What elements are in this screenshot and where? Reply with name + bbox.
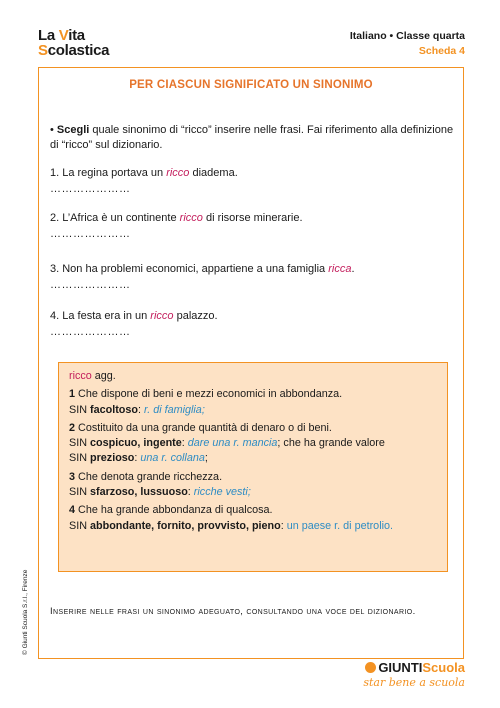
dictionary-sense: 2 Costituito da una grande quantità di denaro o di beni. SIN cospicuo, ingente: dare una r. mancia; che ha grande valore SIN prezioso: una r. collana;: [69, 421, 385, 465]
answer-blank[interactable]: …………………: [50, 279, 131, 291]
dictionary-sense: 3 Che denota grande ricchezza. SIN sfarzoso, lussuoso: ricche vesti;: [69, 470, 251, 499]
sheet-label: Scheda 4: [418, 45, 465, 57]
dictionary-entry: ricco agg. 1 Che dispone di beni e mezzi economici in abbondanza. SIN facoltoso: r. di famiglia; 2 Costituito da una grande quantità di denaro o di beni. SIN cospicuo, ingente: dare una r. mancia; che ha grande valore SIN prezioso: una r. collana; 3 Che denota grande ricchezza. SIN sfarzoso, lussuoso: ricche vesti; 4 Che ha grande abbondanza di qualcosa. SIN abbondante, fornito, provvisto, pieno: un paese r. di petrolio.: [58, 362, 448, 572]
answer-blank[interactable]: …………………: [50, 326, 131, 338]
copyright-note: © Giunti Scuola S.r.l., Firenze: [22, 569, 29, 655]
exercise-item: 2. L’Africa è un continente ricco di risorse minerarie. …………………: [50, 210, 455, 242]
headword: ricco: [69, 370, 92, 382]
exercise-item: 3. Non ha problemi economici, appartiene a una famiglia ricca. …………………: [50, 261, 455, 293]
exercise-item: 4. La festa era in un ricco palazzo. …………………: [50, 308, 455, 340]
answer-blank[interactable]: …………………: [50, 228, 131, 240]
header-info: [350, 29, 465, 59]
publisher-tagline: star bene a scuola: [363, 676, 465, 689]
giunti-logo-icon: [365, 662, 376, 673]
bottom-instruction: Inserire nelle frasi un sinonimo adeguato, consultando una voce del dizionario.: [50, 606, 416, 617]
vita-scolastica-logo: La Vita Scolastica: [38, 27, 110, 59]
answer-blank[interactable]: …………………: [50, 183, 131, 195]
page-title: PER CIASCUN SIGNIFICATO UN SINONIMO: [129, 79, 373, 91]
subject-label: Italiano • Classe quarta: [349, 30, 465, 42]
exercise-item: 1. La regina portava un ricco diadema. …………………: [50, 165, 455, 197]
instruction-text: • Scegli quale sinonimo di “ricco” inserire nelle frasi. Fai riferimento alla definizione di “ricco” sul dizionario.: [50, 124, 454, 151]
publisher-logo: GIUNTIScuola star bene a scuola: [363, 660, 465, 689]
dictionary-sense: 4 Che ha grande abbondanza di qualcosa. SIN abbondante, fornito, provvisto, pieno: un paese r. di petrolio.: [69, 504, 393, 532]
dictionary-sense: 1 Che dispone di beni e mezzi economici in abbondanza. SIN facoltoso: r. di famiglia;: [69, 388, 343, 416]
